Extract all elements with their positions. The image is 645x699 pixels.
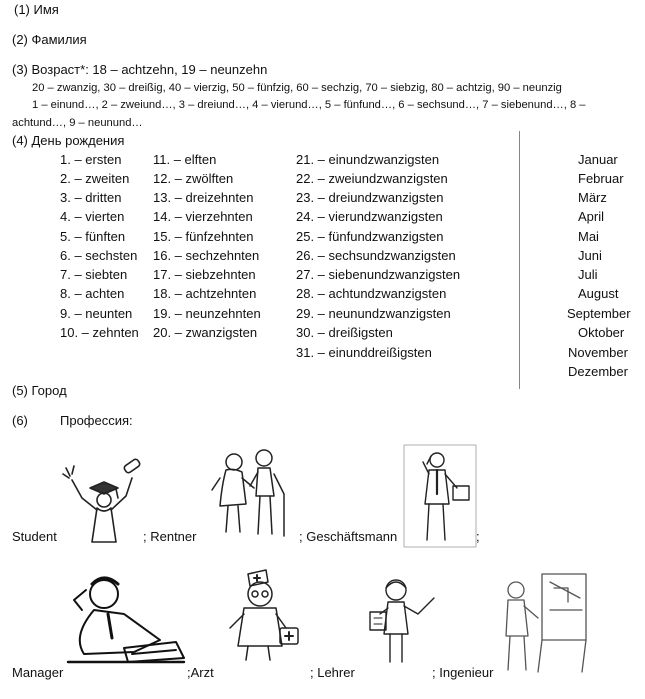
age-units-line-2: achtund…, 9 – neunund… (12, 117, 143, 129)
column-divider (519, 131, 520, 389)
profession-arzt: ;Arzt (187, 665, 214, 680)
day-item: 13. – dreizehnten (153, 190, 254, 205)
month-item: März (578, 190, 607, 205)
day-item: 2. – zweiten (60, 171, 130, 186)
age-label: (3) Возраст*: 18 – achtzehn, 19 – neunzehn (12, 62, 268, 77)
month-item: November (568, 345, 628, 360)
day-item: 6. – sechsten (60, 248, 138, 263)
day-item: 23. – dreiundzwanzigsten (296, 190, 444, 205)
day-item: 19. – neunzehnten (153, 306, 261, 321)
month-item: September (567, 306, 631, 321)
profession-student: Student (12, 529, 57, 544)
day-item: 12. – zwölften (153, 171, 234, 186)
day-item: 16. – sechzehnten (153, 248, 260, 263)
manager-icon (64, 570, 188, 670)
day-item: 1. – ersten (60, 152, 122, 167)
profession-manager: Manager (12, 665, 64, 680)
ingenieur-icon (498, 570, 588, 676)
student-icon (60, 458, 148, 544)
day-item: 24. – vierundzwanzigsten (296, 209, 443, 224)
day-item: 15. – fünfzehnten (153, 229, 254, 244)
day-item: 10. – zehnten (60, 325, 139, 340)
lehrer-icon (364, 574, 438, 666)
surname-label: (2) Фамилия (12, 32, 87, 47)
day-item: 30. – dreißigsten (296, 325, 393, 340)
month-item: Mai (578, 229, 599, 244)
day-item: 26. – sechsundzwanzigsten (296, 248, 456, 263)
arzt-icon (220, 566, 308, 664)
geschaeftsmann-icon (403, 444, 477, 548)
row-separator: ; (476, 529, 480, 544)
name-label: (1) Имя (14, 2, 59, 17)
month-item: Oktober (578, 325, 625, 340)
day-item: 5. – fünften (60, 229, 126, 244)
birthday-label: (4) День рождения (12, 133, 125, 148)
profession-label: Профессия: (60, 413, 133, 428)
age-units-line-1: 1 – einund…, 2 – zweiund…, 3 – dreiund…, 4 – vierund…, 5 – fünfund…, 6 – sechsund…, 7 – siebenund…, 8 – (32, 99, 586, 111)
day-item: 29. – neunundzwanzigsten (296, 306, 451, 321)
day-item: 11. – elften (153, 152, 217, 167)
day-item: 9. – neunten (60, 306, 133, 321)
city-label: (5) Город (12, 383, 67, 398)
day-item: 31. – einunddreißigsten (296, 345, 432, 360)
month-item: Februar (578, 171, 624, 186)
day-item: 14. – vierzehnten (153, 209, 253, 224)
day-item: 21. – einundzwanzigsten (296, 152, 440, 167)
day-item: 27. – siebenundzwanzigsten (296, 267, 461, 282)
day-item: 18. – achtzehnten (153, 286, 257, 301)
month-item: April (578, 209, 605, 224)
month-item: Juli (578, 267, 598, 282)
day-item: 3. – dritten (60, 190, 122, 205)
day-item: 7. – siebten (60, 267, 128, 282)
day-item: 28. – achtundzwanzigsten (296, 286, 447, 301)
profession-rentner: ; Rentner (143, 529, 197, 544)
profession-ingenieur: ; Ingenieur (432, 665, 494, 680)
rentner-icon (204, 444, 300, 540)
day-item: 25. – fünfundzwanzigsten (296, 229, 444, 244)
day-item: 20. – zwanzigsten (153, 325, 258, 340)
month-item: August (578, 286, 619, 301)
profession-geschaeftsmann: ; Geschäftsmann (299, 529, 398, 544)
age-tens-line: 20 – zwanzig, 30 – dreißig, 40 – vierzig, 50 – fünfzig, 60 – sechzig, 70 – siebzig, 80 – achtzig, 90 – neunzig (32, 82, 562, 94)
day-item: 17. – siebzehnten (153, 267, 256, 282)
month-item: Januar (578, 152, 618, 167)
day-item: 4. – vierten (60, 209, 125, 224)
profession-number: (6) (12, 413, 28, 428)
month-item: Dezember (568, 364, 628, 379)
month-item: Juni (578, 248, 602, 263)
day-item: 22. – zweiundzwanzigsten (296, 171, 448, 186)
day-item: 8. – achten (60, 286, 125, 301)
profession-lehrer: ; Lehrer (310, 665, 355, 680)
